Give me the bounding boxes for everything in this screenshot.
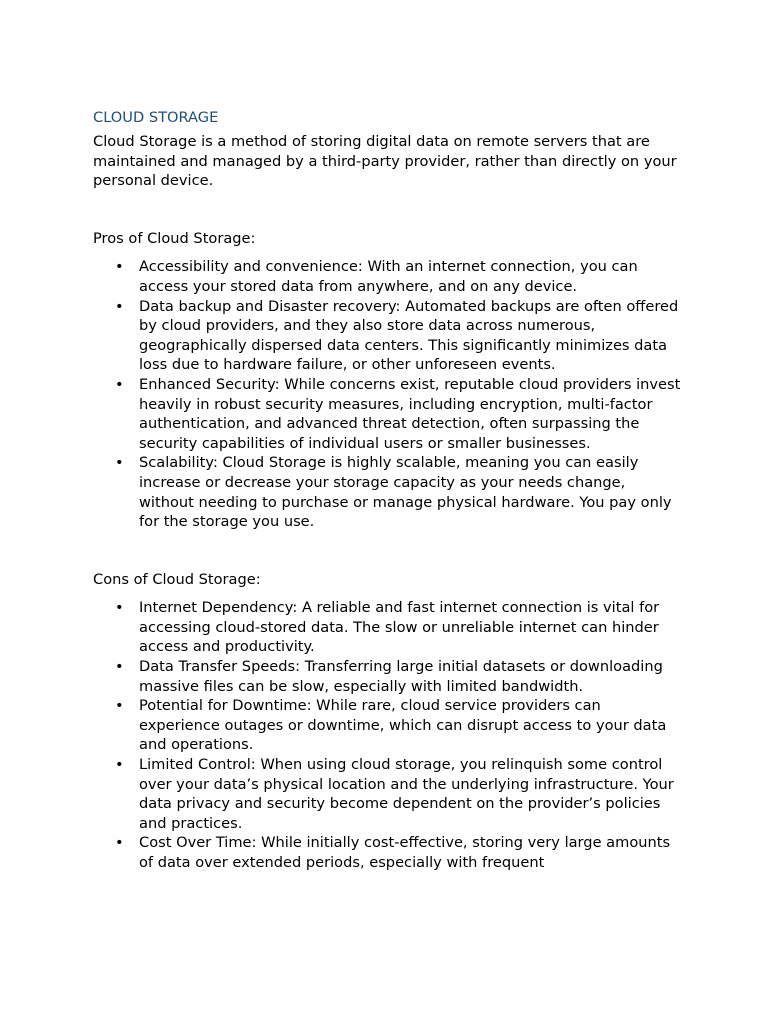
list-item-text: Data Transfer Speeds: Transferring large initial datasets or downloading massive files can be slow, especially with limited bandwidth.: [139, 658, 663, 695]
pros-list: [93, 257, 683, 531]
list-item: [93, 657, 683, 696]
bullet-icon: •: [115, 297, 124, 315]
bullet-icon: •: [115, 454, 124, 472]
list-item: [93, 833, 683, 872]
list-item-text: Data backup and Disaster recovery: Automated backups are often offered by cloud providers, and they also store data across numerous, geographically dispersed data centers. This significantly minimizes data loss due to hardware failure, or other unforeseen events.: [139, 297, 679, 374]
bullet-icon: •: [115, 375, 124, 393]
list-item: [93, 453, 683, 531]
list-item: [93, 257, 683, 296]
list-item: [93, 297, 683, 375]
list-item-text: Scalability: Cloud Storage is highly scalable, meaning you can easily increase or decrease your storage capacity as your needs change, without needing to purchase or manage physical hardware. You pay only for the storage you use.: [139, 454, 672, 531]
cons-section-title: Cons of Cloud Storage:: [93, 570, 261, 588]
list-item: [93, 755, 683, 833]
document-page: [93, 107, 683, 873]
bullet-icon: •: [115, 599, 124, 617]
list-item-text: Enhanced Security: While concerns exist, reputable cloud providers invest heavily in robust security measures, including encryption, multi-factor authentication, and advanced threat detection, often surpassing the security capabilities of individual users or smaller businesses.: [139, 375, 681, 452]
list-item-text: Accessibility and convenience: With an internet connection, you can access your stored data from anywhere, and on any device.: [139, 258, 638, 295]
bullet-icon: •: [115, 756, 124, 774]
bullet-icon: •: [115, 658, 124, 676]
document-heading: CLOUD STORAGE: [93, 109, 219, 126]
bullet-icon: •: [115, 258, 124, 276]
cons-list: [93, 598, 683, 872]
list-item-text: Internet Dependency: A reliable and fast internet connection is vital for accessing cloud-stored data. The slow or unreliable internet can hinder access and productivity.: [139, 599, 660, 656]
list-item: [93, 375, 683, 453]
pros-section-title: Pros of Cloud Storage:: [93, 229, 256, 247]
bullet-icon: •: [115, 697, 124, 715]
list-item: [93, 696, 683, 755]
intro-paragraph: Cloud Storage is a method of storing digital data on remote servers that are maintained and managed by a third-party provider, rather than directly on your personal device.: [93, 133, 677, 190]
list-item-text: Limited Control: When using cloud storage, you relinquish some control over your data’s physical location and the underlying infrastructure. Your data privacy and security become dependent on the provider’s policies and practices.: [139, 756, 674, 832]
list-item: [93, 598, 683, 657]
bullet-icon: •: [115, 834, 124, 852]
list-item-text: Potential for Downtime: While rare, cloud service providers can experience outages or downtime, which can disrupt access to your data and operations.: [139, 697, 667, 754]
list-item-text: Cost Over Time: While initially cost-effective, storing very large amounts of data over extended periods, especially with frequent: [139, 834, 671, 871]
